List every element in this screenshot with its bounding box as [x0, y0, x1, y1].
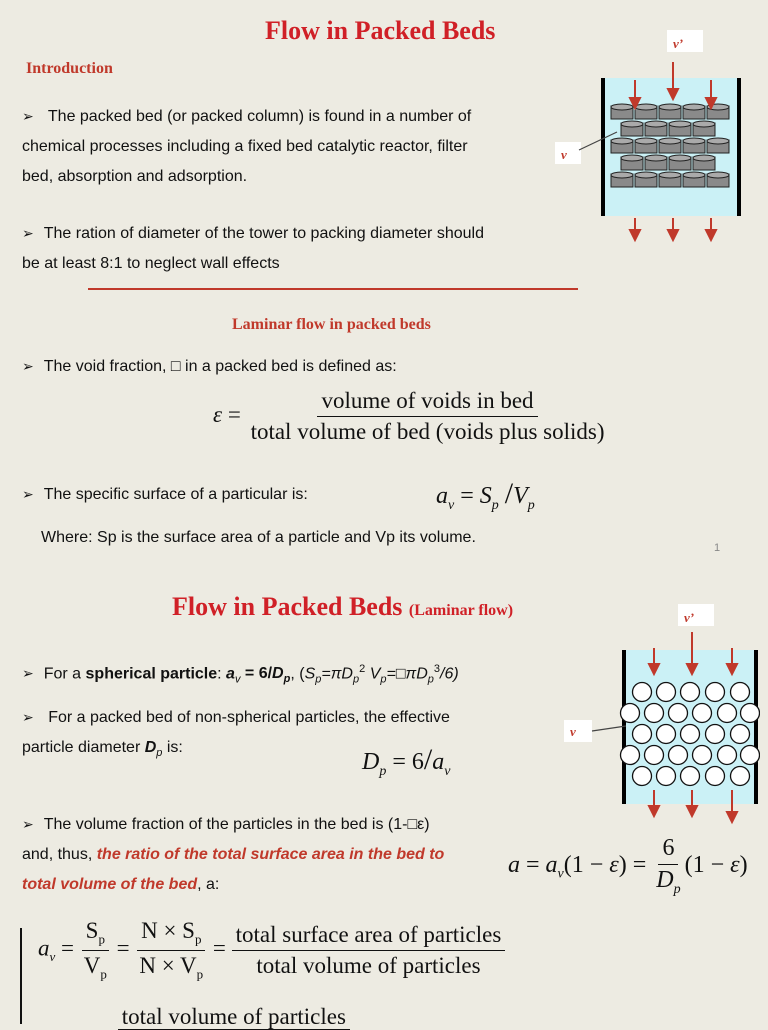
- packing-sphere: [621, 704, 640, 723]
- packing-cylinder-top: [611, 172, 633, 178]
- packing-sphere: [657, 725, 676, 744]
- packing-sphere: [669, 746, 688, 765]
- packing-cylinder-top: [669, 121, 691, 127]
- specific-surface-ratio-equation: $a_v$ = $\frac{S_p}{V_p}$ = $\frac{N \times S_p}{N \times V_p}$ = $\frac{\text{total surface area of particles}}{\text{total volume of particles}}$: [38, 918, 505, 982]
- packing-cylinder-top: [611, 138, 633, 144]
- packing-cylinder-top: [645, 155, 667, 161]
- laminar-heading: Laminar flow in packed beds: [232, 316, 431, 333]
- slide2-title: Flow in Packed Beds (Laminar flow): [172, 592, 514, 621]
- void-fraction-equation: ε = $\frac{\text{volume of voids in bed}}{\text{total volume of bed (voids plus solids)}}$: [213, 388, 608, 445]
- packed-spheres: [621, 683, 760, 786]
- packing-sphere: [645, 746, 664, 765]
- spherical-particle-text: ➢ For a spherical particle: $a_v = 6/D_p$, ($S_p=\pi D_p^2$ $V_p=□\pi D_p^3/6$): [22, 663, 459, 686]
- packing-cylinder-top: [683, 104, 705, 110]
- bullet-icon: ➢: [22, 359, 34, 375]
- packing-sphere: [657, 767, 676, 786]
- equation-bracket: [20, 928, 22, 1024]
- packing-sphere: [706, 767, 725, 786]
- packing-cylinder-top: [635, 172, 657, 178]
- bullet-icon: ➢: [22, 226, 34, 242]
- packing-sphere: [681, 767, 700, 786]
- packing-sphere: [731, 767, 750, 786]
- v-prime-label: v’: [673, 36, 684, 51]
- packing-cylinder-top: [707, 172, 729, 178]
- bullet-icon: ➢: [22, 817, 34, 833]
- packing-cylinder-top: [659, 172, 681, 178]
- packing-sphere: [706, 683, 725, 702]
- packing-sphere: [741, 704, 760, 723]
- packing-cylinder-top: [635, 104, 657, 110]
- packing-sphere: [718, 704, 737, 723]
- where-text: Where: Sp is the surface area of a particle and Vp its volume.: [41, 529, 476, 546]
- packing-sphere: [731, 725, 750, 744]
- v-label: v: [570, 724, 576, 739]
- epsilon-symbol: ε: [213, 401, 223, 427]
- specific-surface-equation: $a_v = S_p$ $/V_p$: [436, 477, 535, 513]
- v-prime-label: v’: [684, 610, 695, 625]
- packing-cylinder-top: [669, 155, 691, 161]
- packing-sphere: [657, 683, 676, 702]
- packing-sphere: [633, 725, 652, 744]
- packing-cylinder-top: [611, 104, 633, 110]
- void-fraction-frac: $\frac{\text{volume of voids in bed}}{\text{total volume of bed (voids plus solids)}}$: [250, 388, 605, 444]
- packing-cylinder-top: [635, 138, 657, 144]
- bullet-icon: ➢: [22, 710, 34, 726]
- packed-bed-spheres-diagram: [560, 602, 760, 827]
- packing-sphere: [633, 683, 652, 702]
- page-number: 1: [714, 542, 721, 554]
- volume-fraction-text: ➢ The volume fraction of the particles in the bed is (1-□ε) and, thus, the ratio of the total surface area in the bed to total volume of the bed, a:: [22, 816, 445, 893]
- slide1-title: Flow in Packed Beds: [265, 16, 496, 45]
- intro-paragraph-2: ➢ The ration of diameter of the tower to packing diameter should be at least 8:1 to neglect wall effects: [22, 225, 484, 272]
- packing-cylinder-top: [683, 138, 705, 144]
- v-label: v: [561, 147, 567, 162]
- surface-ratio-equation: $a = a_v(1 - \varepsilon)$ = $\frac{6}{D_p}$ (1 − ε): [508, 835, 748, 897]
- packing-cylinder-top: [707, 138, 729, 144]
- packing-cylinder-top: [693, 155, 715, 161]
- packing-cylinder-top: [683, 172, 705, 178]
- packing-sphere: [621, 746, 640, 765]
- packing-cylinder-top: [693, 121, 715, 127]
- packing-sphere: [669, 704, 688, 723]
- nonspherical-text: ➢ For a packed bed of non-spherical particles, the effective particle diameter $D_p$ is:: [22, 709, 450, 760]
- packing-sphere: [741, 746, 760, 765]
- effective-diameter-equation: $D_p = 6/a_v$: [362, 743, 451, 779]
- bottom-equation-fragment: total volume of particles: [40, 1004, 350, 1030]
- bullet-icon: ➢: [22, 487, 34, 503]
- section-divider: [88, 288, 578, 290]
- packing-sphere: [718, 746, 737, 765]
- packing-sphere: [706, 725, 725, 744]
- packing-sphere: [681, 683, 700, 702]
- packing-sphere: [693, 746, 712, 765]
- packing-sphere: [681, 725, 700, 744]
- packing-sphere: [731, 683, 750, 702]
- packing-cylinder-top: [659, 138, 681, 144]
- void-fraction-text: ➢ The void fraction, □ in a packed bed is defined as:: [22, 358, 397, 375]
- packed-cylinders: [611, 104, 729, 187]
- specific-surface-text: ➢ The specific surface of a particular is:: [22, 486, 308, 503]
- packing-cylinder-top: [645, 121, 667, 127]
- packing-cylinder-top: [621, 121, 643, 127]
- packing-sphere: [633, 767, 652, 786]
- intro-paragraph-1: ➢ The packed bed (or packed column) is found in a number of chemical processes including a fixed bed catalytic reactor, filter bed, absorption and adsorption.: [22, 108, 472, 185]
- packed-bed-cylinders-diagram: [555, 28, 760, 243]
- packing-cylinder-top: [621, 155, 643, 161]
- packing-cylinder-top: [659, 104, 681, 110]
- bullet-icon: ➢: [22, 109, 34, 125]
- intro-heading: Introduction: [26, 60, 113, 77]
- packing-sphere: [693, 704, 712, 723]
- packing-sphere: [645, 704, 664, 723]
- bullet-icon: ➢: [22, 666, 34, 683]
